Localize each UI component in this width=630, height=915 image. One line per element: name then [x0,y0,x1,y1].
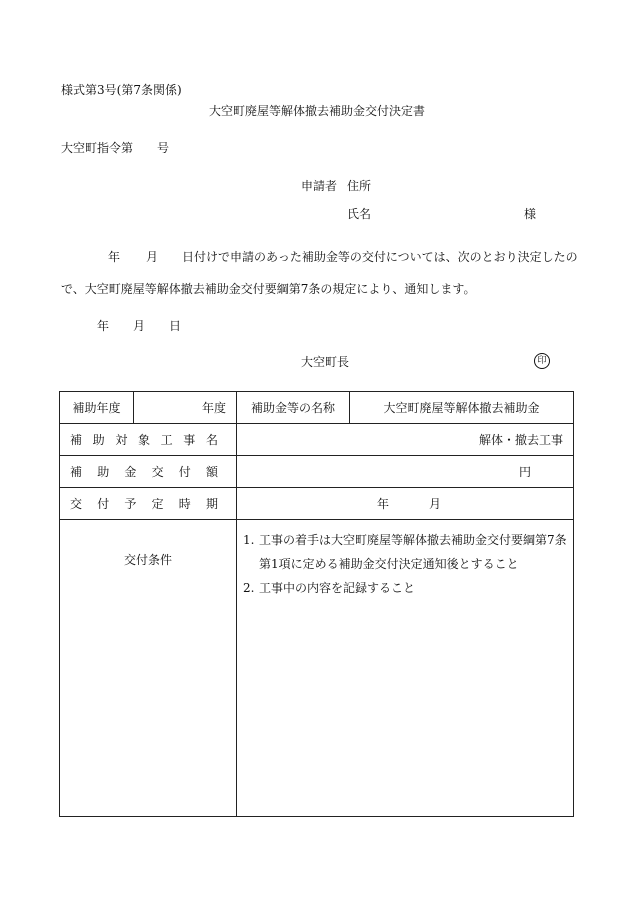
amount-label-char: 金 [124,465,137,479]
work-label-char: 補 [70,433,83,447]
body-line-1: 日付けで申請のあった補助金等の交付については、次のとおり決定したの [182,250,578,264]
schedule-label-char: 時 [178,497,191,511]
schedule-label-char: 交 [70,497,83,511]
date-day: 日 [169,319,182,333]
work-label [60,424,237,456]
seal-mark: 印 [534,353,550,369]
amount-label-char: 助 [97,465,110,479]
condition-number: 2. [243,581,255,595]
work-label-char: 名 [205,433,218,447]
address-label: 住所 [347,179,372,193]
fiscal-year-row [60,392,574,424]
work-label-char: 事 [183,433,196,447]
schedule-row [60,488,574,520]
schedule-label-char: 期 [205,497,218,511]
work-label-char: 工 [160,433,173,447]
schedule-value [237,488,574,520]
conditions-row [60,520,574,817]
issuer-name: 大空町長 [301,355,350,369]
work-value: 解体・撤去工事 [237,424,574,456]
body-line-2: で、大空町廃屋等解体撤去補助金交付要綱第7条の規定により、通知します。 [61,282,476,296]
body-month: 月 [146,250,159,264]
date-month: 月 [133,319,146,333]
schedule-label-char: 付 [97,497,110,511]
fiscal-year-label: 補助年度 [60,392,134,424]
conditions-content [237,520,574,817]
schedule-year: 年 [376,497,389,511]
schedule-label [60,488,237,520]
fiscal-year-value: 年度 [134,392,237,424]
condition-number: 1. [243,533,255,547]
work-label-char: 対 [115,433,128,447]
amount-label [60,456,237,488]
honorific: 様 [524,207,537,221]
subsidy-name-label: 補助金等の名称 [237,392,350,424]
document-title: 大空町廃屋等解体撤去補助金交付決定書 [209,104,426,118]
work-row [60,424,574,456]
form-number: 様式第3号(第7条関係) [61,83,182,97]
subsidy-name-value: 大空町廃屋等解体撤去補助金 [350,392,574,424]
amount-label-char: 付 [178,465,191,479]
work-label-char: 象 [137,433,150,447]
directive-number: 大空町指令第 号 [61,141,170,155]
conditions-label: 交付条件 [123,553,172,567]
name-label: 氏名 [347,207,372,221]
body-year: 年 [108,250,121,264]
condition-item [243,528,567,576]
amount-row [60,456,574,488]
condition-text: 工事中の内容を記録すること [259,581,416,595]
schedule-label-char: 定 [151,497,164,511]
schedule-label-char: 予 [124,497,137,511]
condition-text: 第1項に定める補助金交付決定通知後とすること [259,557,519,571]
condition-text: 工事の着手は大空町廃屋等解体撤去補助金交付要綱第7条 [259,533,567,547]
conditions-label-cell [60,520,237,817]
condition-item [243,576,567,600]
schedule-month: 月 [429,497,442,511]
decision-table [59,391,574,817]
amount-label-char: 補 [70,465,83,479]
amount-value: 円 [237,456,574,488]
applicant-label: 申請者 [301,179,338,193]
date-year: 年 [97,319,110,333]
work-label-char: 助 [92,433,105,447]
amount-label-char: 額 [205,465,218,479]
amount-label-char: 交 [151,465,164,479]
